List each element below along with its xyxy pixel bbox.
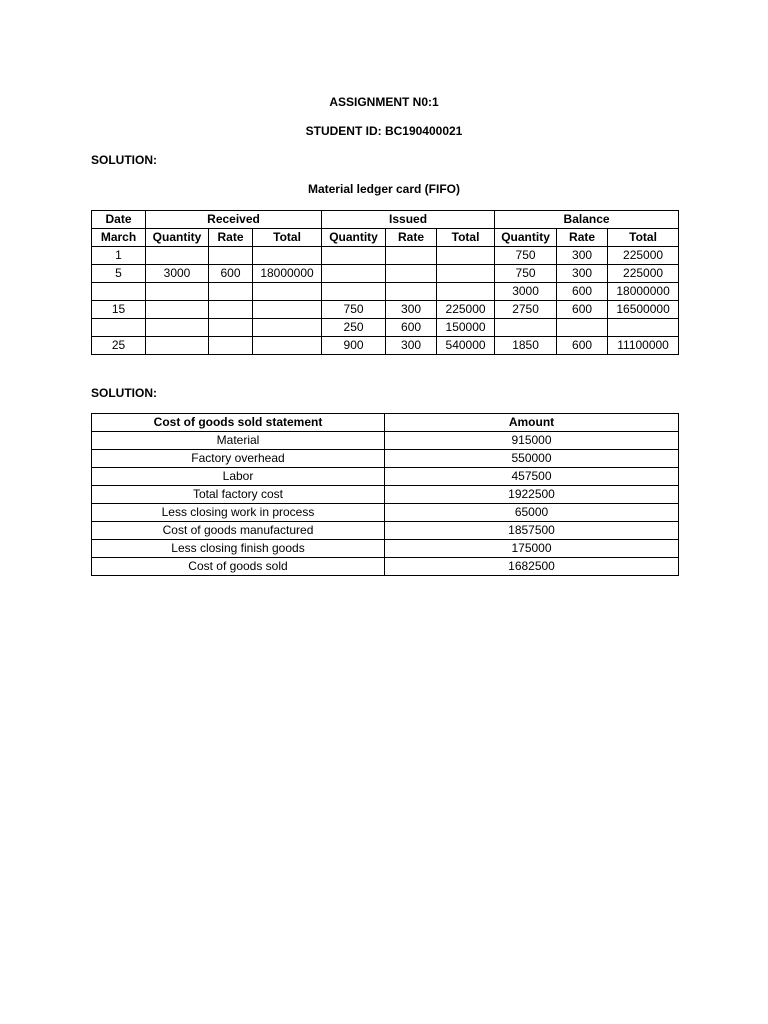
ledger-cell bbox=[437, 247, 495, 265]
cogs-header-amount: Amount bbox=[385, 414, 679, 432]
ledger-cell bbox=[608, 319, 679, 337]
ledger-cell bbox=[253, 337, 322, 355]
ledger-cell: 225000 bbox=[608, 247, 679, 265]
ledger-cell: 750 bbox=[322, 301, 386, 319]
ledger-sub-header-cell: Quantity bbox=[495, 229, 557, 247]
ledger-cell: 18000000 bbox=[608, 283, 679, 301]
ledger-cell: 3000 bbox=[495, 283, 557, 301]
ledger-sub-header-cell: Quantity bbox=[146, 229, 209, 247]
header-issued: Issued bbox=[322, 211, 495, 229]
cogs-item-cell: Material bbox=[92, 432, 385, 450]
ledger-cell bbox=[557, 319, 608, 337]
ledger-cell: 1850 bbox=[495, 337, 557, 355]
cogs-amount-cell: 1922500 bbox=[385, 486, 679, 504]
table-row bbox=[92, 468, 679, 486]
ledger-cell: 25 bbox=[92, 337, 146, 355]
ledger-cell bbox=[92, 319, 146, 337]
student-id: STUDENT ID: BC190400021 bbox=[305, 124, 463, 138]
ledger-cell: 2750 bbox=[495, 301, 557, 319]
ledger-cell bbox=[386, 265, 437, 283]
ledger-cell bbox=[146, 301, 209, 319]
ledger-cell bbox=[253, 319, 322, 337]
ledger-cell: 600 bbox=[386, 319, 437, 337]
ledger-sub-header-cell: Total bbox=[608, 229, 679, 247]
ledger-sub-header-cell: Rate bbox=[209, 229, 253, 247]
table-row bbox=[92, 301, 679, 319]
ledger-cell bbox=[253, 283, 322, 301]
table-row bbox=[92, 522, 679, 540]
ledger-cell: 3000 bbox=[146, 265, 209, 283]
cogs-amount-cell: 457500 bbox=[385, 468, 679, 486]
ledger-cell: 1 bbox=[92, 247, 146, 265]
ledger-cell: 300 bbox=[386, 337, 437, 355]
ledger-cell: 600 bbox=[557, 337, 608, 355]
ledger-cell bbox=[322, 265, 386, 283]
ledger-cell bbox=[209, 301, 253, 319]
table-row bbox=[92, 283, 679, 301]
table-row bbox=[92, 450, 679, 468]
header-received: Received bbox=[146, 211, 322, 229]
ledger-cell bbox=[495, 319, 557, 337]
table-row bbox=[92, 504, 679, 522]
header-date: Date bbox=[92, 211, 146, 229]
ledger-group-header-row bbox=[92, 211, 679, 229]
table-row bbox=[92, 247, 679, 265]
ledger-cell: 600 bbox=[557, 283, 608, 301]
ledger-cell bbox=[146, 283, 209, 301]
ledger-cell: 300 bbox=[557, 247, 608, 265]
ledger-cell: 300 bbox=[557, 265, 608, 283]
cogs-header-item: Cost of goods sold statement bbox=[92, 414, 385, 432]
cogs-amount-cell: 1682500 bbox=[385, 558, 679, 576]
ledger-cell: 900 bbox=[322, 337, 386, 355]
ledger-cell: 250 bbox=[322, 319, 386, 337]
table-row bbox=[92, 558, 679, 576]
cogs-amount-cell: 175000 bbox=[385, 540, 679, 558]
ledger-cell bbox=[386, 247, 437, 265]
cogs-item-cell: Cost of goods manufactured bbox=[92, 522, 385, 540]
ledger-sub-header-cell: Total bbox=[253, 229, 322, 247]
ledger-cell bbox=[209, 337, 253, 355]
cogs-statement-table bbox=[91, 413, 679, 576]
ledger-cell bbox=[209, 319, 253, 337]
ledger-cell bbox=[209, 247, 253, 265]
cogs-header-row bbox=[92, 414, 679, 432]
ledger-sub-header-cell: Rate bbox=[557, 229, 608, 247]
ledger-sub-header-row bbox=[92, 229, 679, 247]
ledger-cell bbox=[437, 265, 495, 283]
ledger-cell bbox=[322, 283, 386, 301]
cogs-item-cell: Factory overhead bbox=[92, 450, 385, 468]
cogs-item-cell: Less closing work in process bbox=[92, 504, 385, 522]
ledger-cell: 5 bbox=[92, 265, 146, 283]
ledger-cell bbox=[253, 301, 322, 319]
ledger-cell bbox=[209, 283, 253, 301]
ledger-cell bbox=[146, 319, 209, 337]
cogs-item-cell: Cost of goods sold bbox=[92, 558, 385, 576]
ledger-cell: 600 bbox=[209, 265, 253, 283]
ledger-cell: 750 bbox=[495, 247, 557, 265]
ledger-title: Material ledger card (FIFO) bbox=[307, 182, 461, 196]
cogs-amount-cell: 1857500 bbox=[385, 522, 679, 540]
cogs-item-cell: Labor bbox=[92, 468, 385, 486]
ledger-cell bbox=[386, 283, 437, 301]
ledger-cell bbox=[92, 283, 146, 301]
table-row bbox=[92, 540, 679, 558]
ledger-cell: 300 bbox=[386, 301, 437, 319]
assignment-title: ASSIGNMENT N0:1 bbox=[329, 95, 439, 109]
ledger-cell: 540000 bbox=[437, 337, 495, 355]
table-row bbox=[92, 486, 679, 504]
table-row bbox=[92, 319, 679, 337]
cogs-amount-cell: 65000 bbox=[385, 504, 679, 522]
ledger-cell: 225000 bbox=[437, 301, 495, 319]
ledger-cell bbox=[146, 247, 209, 265]
cogs-item-cell: Less closing finish goods bbox=[92, 540, 385, 558]
table-row bbox=[92, 337, 679, 355]
ledger-cell bbox=[146, 337, 209, 355]
cogs-amount-cell: 550000 bbox=[385, 450, 679, 468]
table-row bbox=[92, 265, 679, 283]
cogs-amount-cell: 915000 bbox=[385, 432, 679, 450]
ledger-sub-header-cell: Quantity bbox=[322, 229, 386, 247]
ledger-cell: 16500000 bbox=[608, 301, 679, 319]
solution-label: SOLUTION: bbox=[91, 386, 157, 400]
cogs-item-cell: Total factory cost bbox=[92, 486, 385, 504]
ledger-sub-header-cell: March bbox=[92, 229, 146, 247]
ledger-cell: 11100000 bbox=[608, 337, 679, 355]
header-balance: Balance bbox=[495, 211, 679, 229]
ledger-cell bbox=[253, 247, 322, 265]
ledger-sub-header-cell: Rate bbox=[386, 229, 437, 247]
solution-label: SOLUTION: bbox=[91, 153, 157, 167]
ledger-cell: 18000000 bbox=[253, 265, 322, 283]
table-row bbox=[92, 432, 679, 450]
ledger-cell bbox=[322, 247, 386, 265]
ledger-cell: 150000 bbox=[437, 319, 495, 337]
ledger-cell: 600 bbox=[557, 301, 608, 319]
material-ledger-table bbox=[91, 210, 679, 355]
ledger-cell: 15 bbox=[92, 301, 146, 319]
ledger-sub-header-cell: Total bbox=[437, 229, 495, 247]
ledger-cell: 750 bbox=[495, 265, 557, 283]
ledger-cell: 225000 bbox=[608, 265, 679, 283]
ledger-cell bbox=[437, 283, 495, 301]
